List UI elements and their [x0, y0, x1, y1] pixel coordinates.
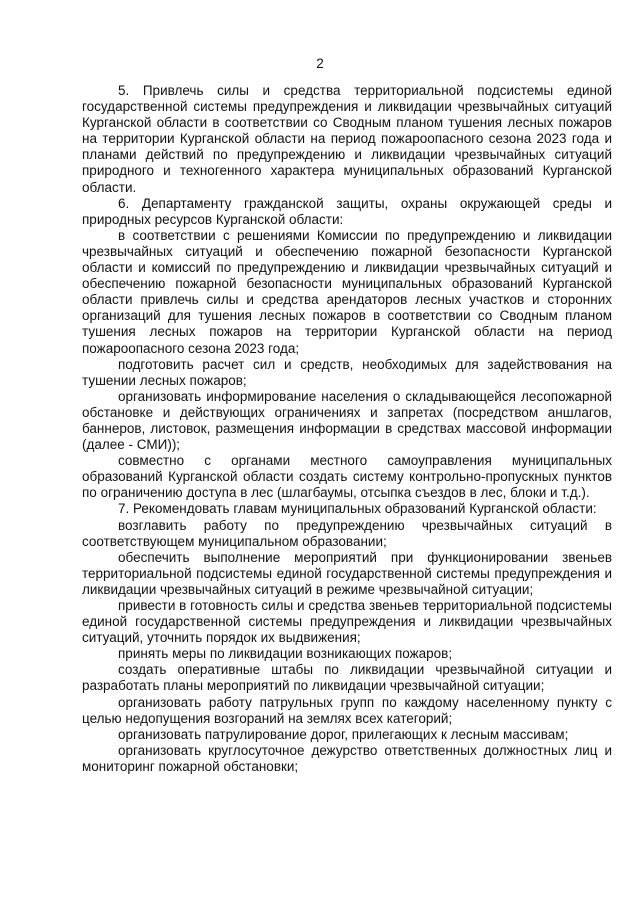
page-number: 2	[316, 56, 324, 71]
paragraph-6-calculate-forces: подготовить расчет сил и средств, необходимых для задействования на тушении лесных пожаров;	[82, 356, 612, 388]
paragraph-7-recommend: 7. Рекомендовать главам муниципальных образований Курганской области:	[118, 501, 597, 517]
paragraph-7-ensure-measures: обеспечить выполнение мероприятий при функционировании звеньев территориальной подсистемы единой государственной системы предупреждения и ликвидации чрезвычайных ситуаций в режиме чрезвычайной ситуации;	[82, 549, 612, 597]
paragraph-6-inform-population: организовать информирование населения о складывающейся лесопожарной обстановке и действующих ограничениях и запретах (посредством аншлагов, баннеров, листовок, размещения информации в средствах массовой информации (далее - СМИ));	[82, 388, 612, 453]
paragraph-7-round-the-clock-duty: организовать круглосуточное дежурство ответственных должностных лиц и мониторинг пожарной обстановки;	[82, 742, 612, 774]
paragraph-7-lead-work: возглавить работу по предупреждению чрезвычайных ситуаций в соответствующем муниципальном образовании;	[82, 517, 612, 549]
paragraph-6-checkpoints: совместно с органами местного самоуправления муниципальных образований Курганской области создать систему контрольно-пропускных пунктов по ограничению доступа в лес (шлагбаумы, отсыпка съездов в лес, блоки и т.д.).	[82, 453, 612, 501]
paragraph-7-patrol-groups: организовать работу патрульных групп по каждому населенному пункту с целью недопущения возгораний на землях всех категорий;	[82, 694, 612, 726]
paragraph-6-department: 6. Департаменту гражданской защиты, охраны окружающей среды и природных ресурсов Курганской области:	[82, 195, 612, 227]
paragraph-7-readiness: привести в готовность силы и средства звеньев территориальной подсистемы единой государственной системы предупреждения и ликвидации чрезвычайных ситуаций, уточнить порядок их выдвижения;	[82, 598, 612, 646]
paragraph-7-eliminate-fires: принять меры по ликвидации возникающих пожаров;	[118, 646, 453, 662]
paragraph-7-road-patrol: организовать патрулирование дорог, прилегающих к лесным массивам;	[118, 726, 569, 742]
paragraph-6-engage-leaseholders: в соответствии с решениями Комиссии по предупреждению и ликвидации чрезвычайных ситуаций и обеспечению пожарной безопасности Курганской области и комиссий по предупреждению и ликвидации чрезвычайных ситуаций и обеспечению пожарной безопасности муниципальных образований Курганской области привлечь силы и средства арендаторов лесных участков и сторонних организаций для тушения лесных пожаров в соответствии со Сводным планом тушения лесных пожаров на территории Курганской области на период пожароопасного сезона 2023 года;	[82, 227, 612, 356]
paragraph-7-operational-headquarters: создать оперативные штабы по ликвидации чрезвычайной ситуации и разработать планы мероприятий по ликвидации чрезвычайной ситуации;	[82, 662, 612, 694]
document-body	[82, 83, 612, 775]
paragraph-5-engage-forces: 5. Привлечь силы и средства территориальной подсистемы единой государственной системы предупреждения и ликвидации чрезвычайных ситуаций Курганской области в соответствии со Сводным планом тушения лесных пожаров на территории Курганской области на период пожароопасного сезона 2023 года и планами действий по предупреждению и ликвидации чрезвычайных ситуаций природного и техногенного характера муниципальных образований Курганской области.	[82, 83, 612, 195]
